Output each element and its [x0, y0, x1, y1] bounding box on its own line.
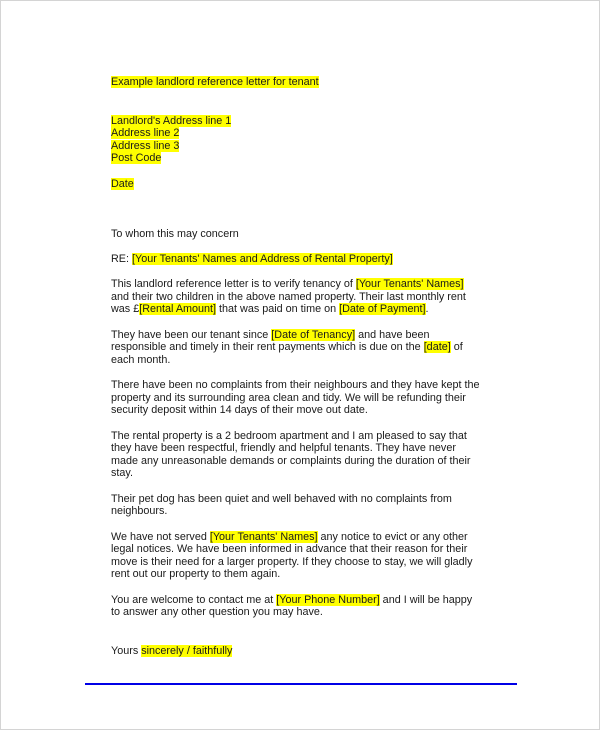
- salutation: To whom this may concern: [111, 228, 239, 240]
- p3-line-2: property and its surrounding area clean and tidy. We will be refunding their: [111, 391, 466, 404]
- tenants-names-placeholder: [Your Tenants' Names]: [355, 278, 464, 290]
- p1-text: .: [425, 303, 429, 315]
- p3-line-1: There have been no complaints from their neighbours and they have kept the: [111, 379, 480, 391]
- due-date-placeholder: [date]: [423, 341, 451, 353]
- p4-line-3: made any unreasonable demands or complaints during the duration of their: [111, 454, 471, 467]
- rental-amount-placeholder: [Rental Amount]: [139, 303, 217, 315]
- p7-line-2: to answer any other question you may have.: [111, 606, 323, 618]
- p7-text: and I will be happy: [379, 593, 473, 606]
- landlord-address: [111, 115, 491, 165]
- tenants-names-placeholder: [Your Tenants' Names]: [209, 530, 318, 543]
- address-line-2: Address line 2: [111, 127, 180, 139]
- paragraph-3: [111, 379, 491, 417]
- paragraph-5: [111, 493, 491, 518]
- phone-number-placeholder: [Your Phone Number]: [276, 593, 380, 606]
- p4-line-2: they have been respectful, friendly and helpful tenants. They have never: [111, 442, 456, 454]
- p6-line-3: move is their need for a larger property. If they choose to stay, we will gladly: [111, 555, 473, 568]
- p1-line-2: and their two children in the above named property. Their last monthly rent: [111, 290, 466, 303]
- closing-prefix: Yours: [111, 644, 142, 657]
- p5-line-1: Their pet dog has been quiet and well behaved with no complaints from: [111, 492, 452, 505]
- p2-text: They have been our tenant since: [111, 328, 272, 341]
- post-code: Post Code: [111, 152, 162, 164]
- date-of-payment-placeholder: [Date of Payment]: [339, 303, 426, 315]
- date-placeholder: Date: [111, 177, 134, 190]
- p5-line-2: neighbours.: [111, 505, 168, 517]
- paragraph-2: [111, 329, 491, 367]
- p2-text: of: [450, 341, 463, 353]
- date-of-tenancy-placeholder: [Date of Tenancy]: [271, 328, 356, 341]
- p6-text: We have not served: [111, 530, 210, 543]
- paragraph-4: [111, 430, 491, 480]
- p4-line-1: The rental property is a 2 bedroom apartment and I am pleased to say that: [111, 429, 467, 442]
- address-line-1: Landlord's Address line 1: [111, 114, 232, 127]
- re-placeholder: [Your Tenants' Names and Address of Rental Property]: [132, 253, 393, 265]
- p6-line-4: rent out our property to them again.: [111, 568, 281, 580]
- date-line: [111, 178, 491, 191]
- re-line: [111, 253, 491, 266]
- p7-text: You are welcome to contact me at: [111, 593, 277, 606]
- letter-title: [111, 76, 491, 89]
- p1-text: was £: [111, 303, 140, 315]
- title-highlight: Example landlord reference letter for tenant: [111, 76, 319, 88]
- closing-placeholder: sincerely / faithfully: [141, 644, 233, 657]
- p3-line-3: security deposit within 14 days of their move out date.: [111, 404, 368, 416]
- paragraph-6: [111, 531, 491, 581]
- paragraph-7: [111, 594, 491, 619]
- p2-text: responsible and timely in their rent payments which is due on the: [111, 341, 424, 353]
- p2-text: and have been: [355, 328, 430, 341]
- closing: [111, 645, 491, 658]
- p1-text: that was paid on time on: [216, 303, 340, 315]
- p4-line-4: stay.: [111, 467, 133, 479]
- p6-text: any notice to evict or any other: [317, 530, 468, 543]
- p6-line-2: legal notices. We have been informed in advance that their reason for their: [111, 543, 468, 555]
- footer-rule: [85, 683, 517, 685]
- address-line-3: Address line 3: [111, 139, 180, 152]
- p1-text: This landlord reference letter is to verify tenancy of: [111, 278, 356, 290]
- paragraph-1: [111, 278, 491, 316]
- p2-line-3: each month.: [111, 353, 171, 366]
- re-prefix: RE:: [111, 253, 132, 265]
